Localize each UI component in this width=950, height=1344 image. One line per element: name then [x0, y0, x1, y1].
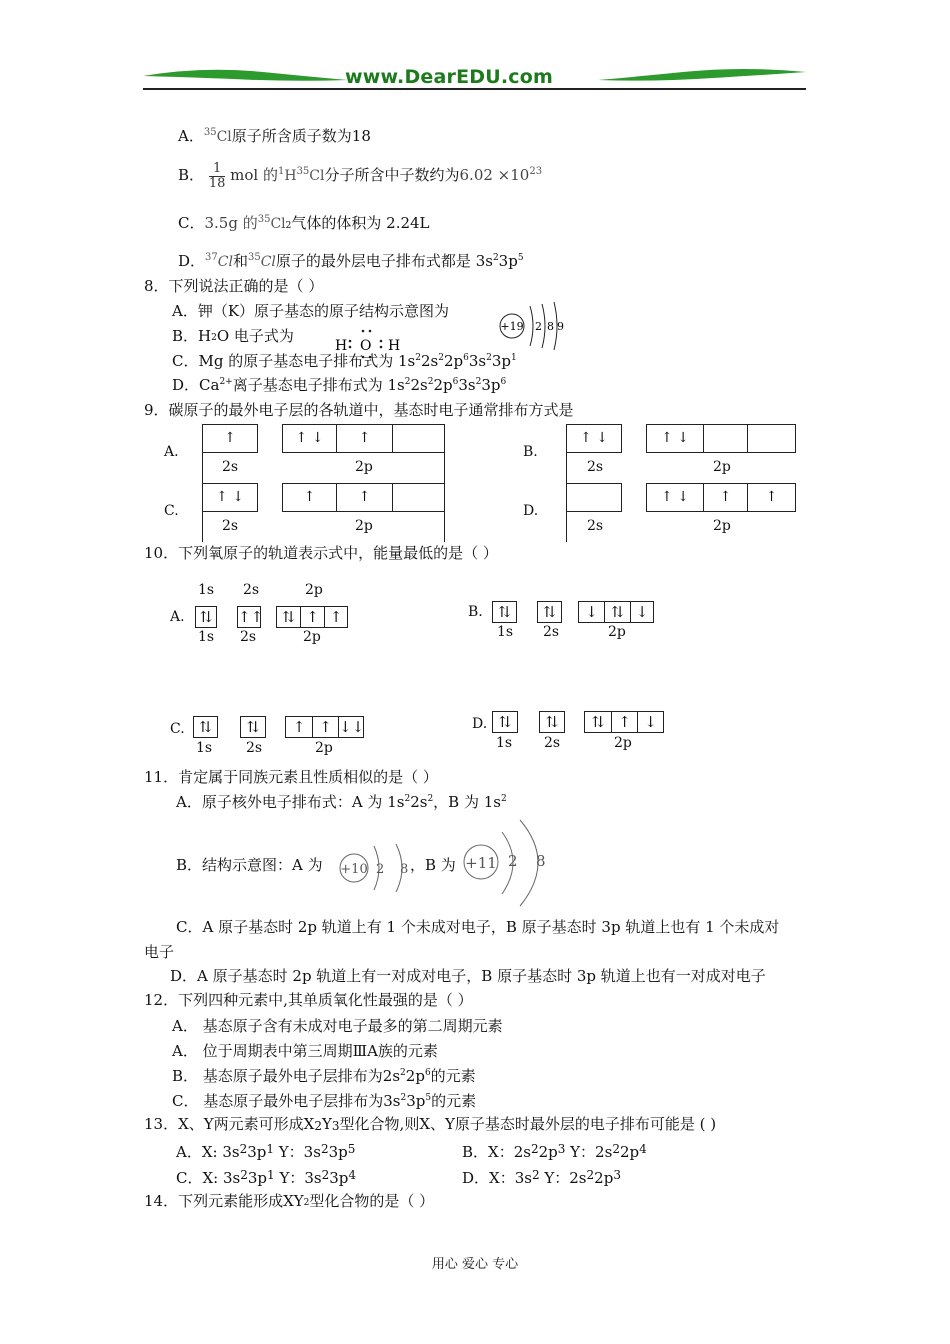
q10-d-cap-1s: 1s — [496, 735, 513, 751]
q10-d-2s-box: ⇅ — [539, 711, 565, 733]
q10-a-2p-box-3: ↑ — [324, 606, 348, 628]
q9-d-2p-box-2: ↑ — [703, 483, 748, 512]
fraction: $\frac{1}{18}$ — [208, 160, 226, 191]
q13-option-d: D．X：$3s^2$ Y：$2s^22p^3$ — [462, 1168, 621, 1187]
q10-stem: 10．下列氧原子的轨道表示式中，能量最低的是（ ） — [144, 544, 498, 562]
svg-text:2: 2 — [508, 852, 518, 870]
q10-a-cap-1s: 1s — [198, 629, 215, 645]
q7-option-c: C．3.5g 的$^{35}Cl_2$气体的体积为 2.24L — [178, 214, 430, 232]
q10-c-2p-box-1: ↑ — [285, 716, 313, 738]
nucleus-label: +19 — [500, 320, 524, 333]
q9-label-d: D. — [523, 503, 539, 519]
q10-a-top-2p: 2p — [305, 582, 323, 598]
q10-b-2s-box: ⇅ — [537, 601, 562, 623]
q14-stem: 14．下列元素能形成$XY_2$型化合物的是（ ） — [144, 1192, 435, 1210]
q11-option-c-line2: 电子 — [144, 943, 175, 961]
q9-a-2p-box-1: ↑ ↓ — [282, 424, 337, 453]
q12-option-3: B． 基态原子最外电子层排布为$2s^22p^6$的元素 — [172, 1067, 476, 1085]
q9-b-2p-box-2 — [703, 424, 748, 453]
q9-b-2s-label: 2s — [587, 459, 604, 475]
q9-label-b: B. — [523, 444, 538, 460]
q8-stem: 8．下列说法正确的是（ ） — [144, 277, 324, 295]
q11-option-a: A．原子核外电子排布式：A 为 $1s^22s^2$，B 为 $1s^2$ — [176, 793, 507, 811]
svg-text:H: H — [335, 338, 348, 354]
q9-label-c: C. — [164, 503, 179, 519]
header-divider — [143, 88, 806, 90]
q11-option-b-mid: ，B 为 — [410, 856, 456, 874]
q9-stem: 9．碳原子的最外电子层的各轨道中，基态时电子通常排布方式是 — [144, 401, 574, 419]
q10-b-2p-box-2: ⇅ — [604, 601, 631, 623]
q10-a-1s-box: ⇅ — [195, 606, 217, 628]
q8-option-b: B．$H_2O$ 电子式为 — [172, 327, 294, 345]
q12-stem: 12．下列四种元素中,其单质氧化性最强的是（ ） — [144, 991, 473, 1009]
q9-b-2s-box: ↑ ↓ — [566, 424, 622, 453]
q9-b-2p-box-1: ↑ ↓ — [646, 424, 704, 453]
q13-option-c: C．X: $3s^23p^1$ Y：$3s^23p^4$ — [176, 1168, 357, 1187]
q13-option-a: A．X: $3s^23p^1$ Y：$3s^23p^5$ — [176, 1142, 356, 1161]
q10-c-2p-box-2: ↑ — [312, 716, 339, 738]
q8-option-a: A．钾（K）原子基态的原子结构示意图为 — [172, 302, 450, 320]
q9-a-2s-label: 2s — [222, 459, 239, 475]
q9-c-2p-label: 2p — [355, 518, 373, 534]
q11-option-d: D．A 原子基态时 2p 轨道上有一对成对电子，B 原子基态时 3p 轨道上也有一对成对电子 — [170, 967, 766, 985]
q9-d-2p-box-1: ↑ ↓ — [646, 483, 704, 512]
q10-label-a: A. — [170, 609, 185, 625]
q11-stem: 11．肯定属于同族元素且性质相似的是（ ） — [144, 768, 438, 786]
site-title[interactable]: www.DearEDU.com — [345, 66, 554, 88]
q10-c-cap-2p: 2p — [315, 740, 333, 756]
q8-option-c: C．Mg 的原子基态电子排布式为 $1s^22s^22p^63s^23p^1$ — [172, 352, 517, 370]
q9-d-2s-box — [566, 483, 622, 512]
q10-c-2p-box-3: ↓↓ — [339, 718, 365, 736]
q10-d-1s-box: ⇅ — [492, 711, 518, 733]
q13-option-b: B．X：$2s^22p^3$ Y：$2s^22p^4$ — [462, 1142, 647, 1161]
q12-option-1: A． 基态原子含有未成对电子最多的第二周期元素 — [172, 1017, 503, 1035]
page-footer: 用心 爱心 专心 — [431, 1257, 519, 1272]
sodium-atom-diagram — [462, 818, 552, 910]
q9-a-2p-box-3 — [392, 424, 445, 453]
q10-a-top-1s: 1s — [198, 582, 215, 598]
svg-text:8: 8 — [536, 852, 546, 870]
q10-label-c: C. — [170, 721, 185, 737]
q10-b-2p-box-3: ↓ — [630, 601, 654, 623]
q10-d-2p-box-1: ⇅ — [584, 711, 612, 733]
q10-a-2p-box-2: ↑ — [300, 606, 325, 628]
q9-c-2p-box-3 — [392, 483, 445, 512]
q10-d-2p-box-2: ↑ — [611, 711, 638, 733]
q10-d-2p-box-3: ↓ — [637, 711, 664, 733]
svg-text:O: O — [360, 338, 372, 354]
q10-a-cap-2p: 2p — [303, 629, 321, 645]
q10-c-1s-box: ⇅ — [193, 716, 218, 738]
q9-d-2s-label: 2s — [587, 518, 604, 534]
q12-option-4: C． 基态原子最外电子层排布为$3s^23p^5$的元素 — [172, 1092, 477, 1110]
q10-label-d: D. — [472, 716, 488, 732]
svg-text:8: 8 — [400, 862, 409, 877]
q9-label-a: A. — [164, 444, 179, 460]
svg-text:+10: +10 — [340, 862, 368, 877]
svg-text:+11: +11 — [465, 854, 497, 872]
q7-option-d: D．$^{37}$Cl和$^{35}$Cl原子的最外层电子排布式都是 $3s^23p^5$ — [178, 252, 524, 270]
q10-b-cap-1s: 1s — [497, 624, 514, 640]
q10-c-2s-box: ⇅ — [240, 716, 266, 738]
svg-text:2: 2 — [376, 862, 385, 877]
q9-c-2p-box-1: ↑ — [282, 483, 337, 512]
q9-a-2s-box: ↑ — [202, 424, 258, 453]
svg-text:8: 8 — [547, 320, 554, 333]
q10-a-2p-box-1: ⇅ — [276, 606, 301, 628]
q9-d-2p-box-3: ↑ — [747, 483, 796, 512]
potassium-atom-diagram — [496, 298, 566, 352]
q10-a-top-2s: 2s — [243, 582, 260, 598]
q9-a-2p-label: 2p — [355, 459, 373, 475]
q10-b-cap-2p: 2p — [608, 624, 626, 640]
q10-b-cap-2s: 2s — [543, 624, 560, 640]
q10-a-cap-2s: 2s — [240, 629, 257, 645]
q9-d-2p-label: 2p — [713, 518, 731, 534]
q13-stem: 13．X、Y两元素可形成$X_2Y_3$型化合物,则X、Y原子基态时最外层的电子排布可能是 ( ) — [144, 1115, 717, 1133]
q8-option-d: D．$Ca^{2+}$离子基态电子排布式为 $1s^22s^22p^63s^23p^6$ — [172, 376, 507, 394]
q7-option-b: B． $\frac{1}{18}$ mol 的$^1H^{35}Cl$分子所含中子数约为$6.02 \times 10^{23}$ — [178, 160, 543, 191]
q10-d-cap-2p: 2p — [614, 735, 632, 751]
q7-option-a: A．$^{35}$Cl原子所含质子数为18 — [178, 127, 371, 145]
svg-text:9: 9 — [557, 320, 564, 333]
svg-text:H: H — [388, 338, 401, 354]
q9-b-2p-label: 2p — [713, 459, 731, 475]
q10-b-1s-box: ⇅ — [492, 601, 517, 623]
q9-b-2p-box-3 — [747, 424, 796, 453]
svg-text:2: 2 — [535, 320, 542, 333]
q9-c-2s-label: 2s — [222, 518, 239, 534]
q11-option-b-pre: B．结构示意图：A 为 — [176, 856, 323, 874]
q10-c-cap-2s: 2s — [246, 740, 263, 756]
q12-option-2: A． 位于周期表中第三周期ⅢA族的元素 — [172, 1042, 438, 1060]
q9-c-2s-box: ↑ ↓ — [202, 483, 258, 512]
q10-c-cap-1s: 1s — [196, 740, 213, 756]
q11-option-c-line1: C．A 原子基态时 2p 轨道上有 1 个未成对电子，B 原子基态时 3p 轨道上也有 1 个未成对 — [176, 918, 780, 936]
q10-a-2s-box: ↑↑ — [238, 608, 264, 626]
q10-d-cap-2s: 2s — [544, 735, 561, 751]
q10-label-b: B. — [468, 604, 483, 620]
q10-b-2p-box-1: ↓ — [578, 601, 605, 623]
q9-a-2p-box-2: ↑ — [336, 424, 393, 453]
q9-c-2p-box-2: ↑ — [336, 483, 393, 512]
